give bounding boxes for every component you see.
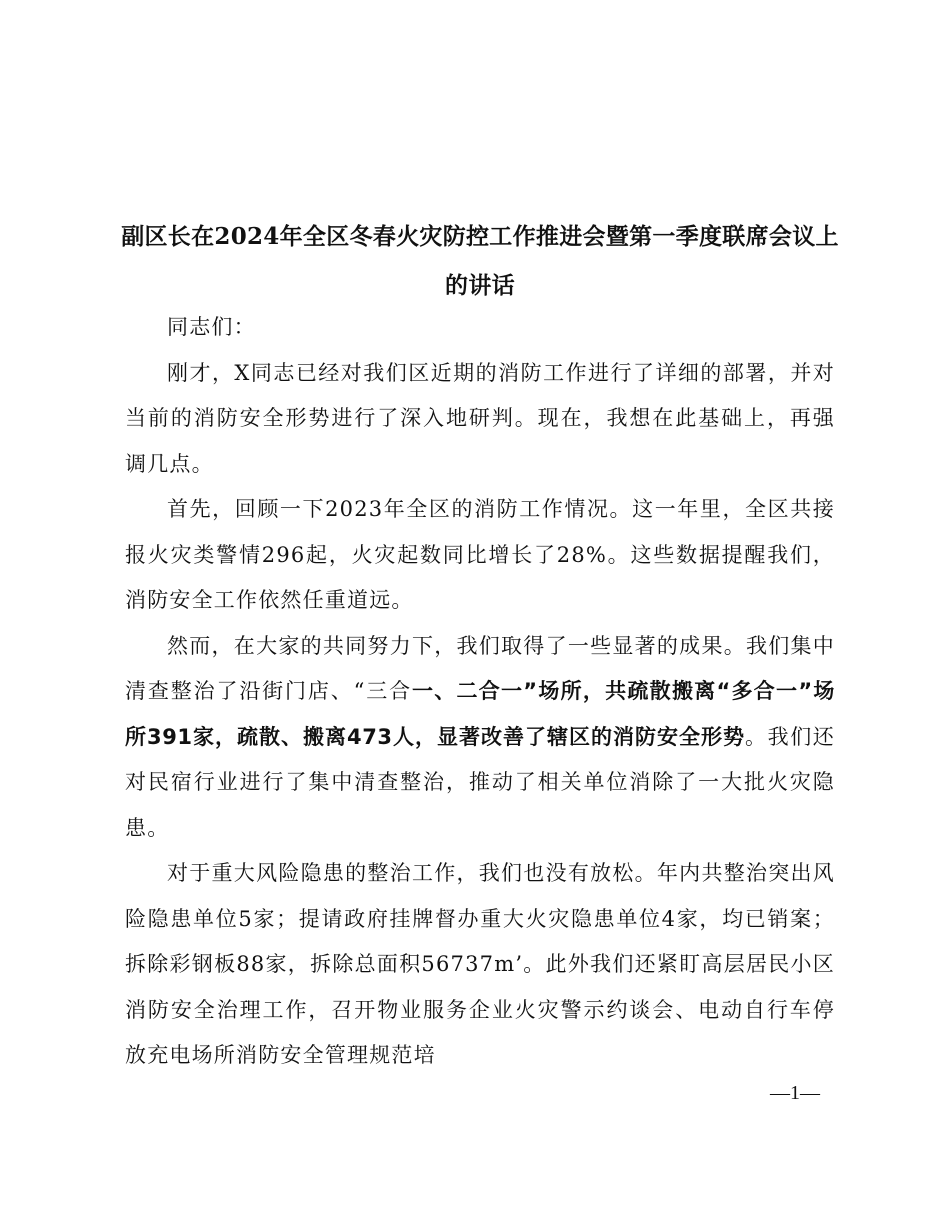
- document-body: [125, 305, 835, 1079]
- paragraph-3-bold-text: 一、二合一”场所，共疏散搬离“多合一”场所391家，疏散、搬离473人，显著改善了辖区的消防安全形势: [125, 679, 835, 749]
- paragraph-3-end-text: 。我们还对民宿行业进行了集中清查整治，推动了相关单位消除了一大批火灾隐患。: [125, 724, 835, 840]
- paragraph-4: 对于重大风险隐患的整治工作，我们也没有放松。年内共整治突出风险隐患单位5家；提请政府挂牌督办重大火灾隐患单位4家，均已销案；拆除彩钢板88家，拆除总面积56737m’。此外我们还紧盯高层居民小区消防安全治理工作，召开物业服务企业火灾警示约谈会、电动自行车停放充电场所消防安全管理规范培: [125, 861, 835, 1067]
- page-number: —1—: [770, 1082, 820, 1104]
- document-title: 副区长在2024年全区冬春火灾防控工作推进会暨第一季度联席会议上的讲话: [121, 223, 839, 299]
- paragraph-3-text: 然而，在大家的共同努力下，我们取得了一些显著的成果。我们集中清查整治了沿街门店、“三合: [125, 633, 835, 703]
- greeting: 同志们：: [167, 315, 256, 339]
- paragraph-1: 刚才，X同志已经对我们区近期的消防工作进行了详细的部署，并对当前的消防安全形势进行了深入地研判。现在，我想在此基础上，再强调几点。: [125, 360, 835, 476]
- paragraph-2: 首先，回顾一下2023年全区的消防工作情况。这一年里，全区共接报火灾类警情296起，火灾起数同比增长了28%。这些数据提醒我们，消防安全工作依然任重道远。: [125, 497, 835, 612]
- paragraph-3: [125, 624, 835, 852]
